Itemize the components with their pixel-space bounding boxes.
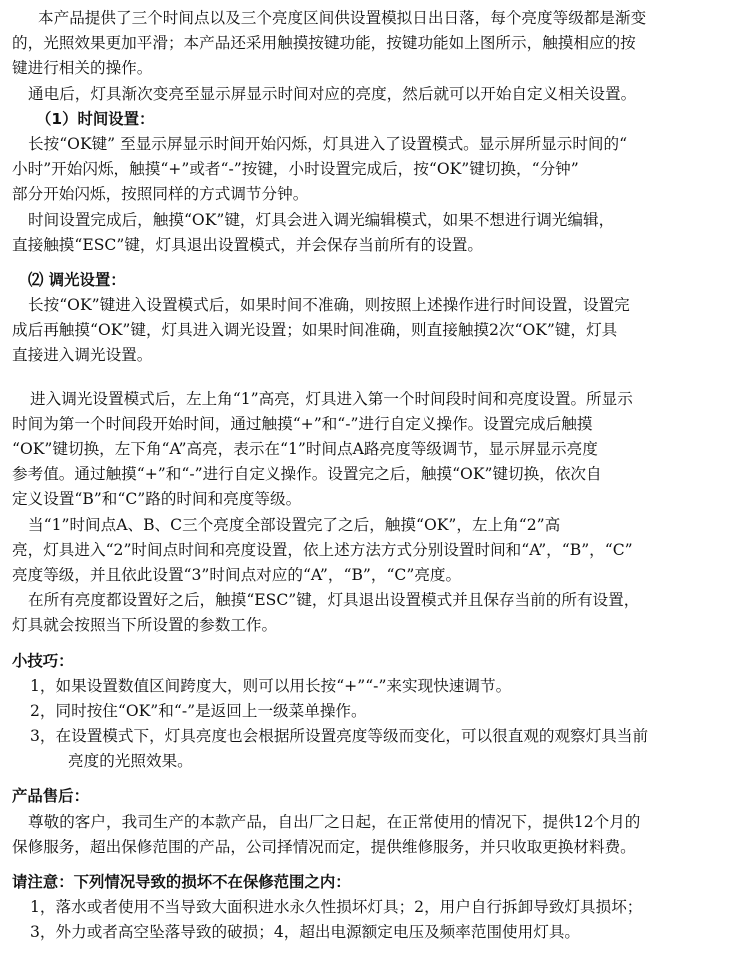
tip-item-2: 2，同时按住“OK”和“-”是返回上一级菜单操作。	[30, 701, 367, 720]
dimming-mode-line-4: 参考值。通过触摸“+”和“-”进行自定义操作。设置完之后，触摸“OK”键切换，依次自	[12, 465, 602, 484]
dimming-line-2: 成后再触摸“OK”键，灯具进入调光设置；如果时间准确，则直接触摸2次“OK”键，灯具	[12, 321, 618, 340]
dimming-line-1: 长按“OK”键进入设置模式后，如果时间不准确，则按照上述操作进行时间设置，设置完	[28, 296, 630, 315]
dimming-point-line-3: 亮度等级，并且依此设置“3”时间点对应的“A”，“B”，“C”亮度。	[12, 565, 462, 584]
notice-heading	[12, 870, 733, 895]
time-setting-line-1: 长按“OK键” 至显示屏显示时间开始闪烁，灯具进入了设置模式。显示屏所显示时间的“	[28, 134, 628, 153]
after-sales-line-2: 保修服务，超出保修范围的产品，公司择情况而定，提供维修服务，并只收取更换材料费。	[12, 837, 636, 856]
notice-line-2: 3，外力或者高空坠落导致的破损；4，超出电源额定电压及频率范围使用灯具。	[30, 923, 581, 942]
dimming-point-line-1: 当“1”时间点A、B、C三个亮度全部设置完了之后，触摸“OK”，左上角“2”高	[28, 515, 561, 534]
intro-line-2: 的，光照效果更加平滑；本产品还采用触摸按键功能，按键功能如上图所示，触摸相应的按	[12, 34, 636, 53]
intro-power-on: 通电后，灯具渐次变亮至显示屏显示时间对应的亮度，然后就可以开始自定义相关设置。	[28, 84, 637, 103]
intro-line-3: 键进行相关的操作。	[12, 59, 153, 78]
dimming-setting-heading: ⑵ 调光设置：	[28, 270, 126, 289]
dimming-mode-line-3: “OK”键切换，左下角“A”高亮，表示在“1”时间点A路亮度等级调节，显示屏显示亮度	[12, 440, 598, 458]
time-setting-heading: （1）时间设置：	[36, 109, 155, 128]
time-setting-line-4: 时间设置完成后，触摸“OK”键，灯具会进入调光编辑模式，如果不想进行调光编辑，	[28, 210, 615, 229]
time-setting-line-5: 直接触摸“ESC”键，灯具退出设置模式，并会保存当前所有的设置。	[12, 235, 483, 254]
dimming-mode-line-1: 进入调光设置模式后，左上角“1”高亮，灯具进入第一个时间段时间和亮度设置。所显示	[30, 389, 633, 408]
dimming-finish-line-1: 在所有亮度都设置好之后，触摸“ESC”键，灯具退出设置模式并且保存当前的所有设置，	[28, 591, 640, 610]
notice-line-1: 1，落水或者使用不当导致大面积进水永久性损坏灯具；2，用户自行拆卸导致灯具损坏；	[30, 898, 643, 917]
dimming-line-3: 直接进入调光设置。	[12, 346, 153, 365]
intro-line-1: 本产品提供了三个时间点以及三个亮度区间供设置模拟日出日落，每个亮度等级都是渐变	[38, 9, 647, 27]
notice-heading-lead: 请注意	[12, 873, 59, 891]
notice-heading-rest: ：下列情况导致的损坏不在保修范围之内：	[58, 873, 351, 891]
tip-item-1: 1，如果设置数值区间跨度大，则可以用长按“+”“-”来实现快速调节。	[30, 676, 512, 695]
dimming-mode-line-2: 时间为第一个时间段开始时间，通过触摸“+”和“-”进行自定义操作。设置完成后触摸	[12, 414, 593, 433]
time-setting-line-2: 小时”开始闪烁，触摸“+”或者“-”按键，小时设置完成后，按“OK”键切换，“分钟”	[12, 160, 579, 179]
after-sales-line-1: 尊敬的客户，我司生产的本款产品，自出厂之日起，在正常使用的情况下，提供12个月的	[28, 812, 641, 831]
dimming-finish-line-2: 灯具就会按照当下所设置的参数工作。	[12, 616, 278, 635]
after-sales-heading: 产品售后：	[12, 787, 89, 806]
dimming-mode-line-5: 定义设置“B”和“C”路的时间和亮度等级。	[12, 490, 302, 509]
time-setting-line-3: 部分开始闪烁，按照同样的方式调节分钟。	[12, 185, 309, 204]
tip-item-3: 3，在设置模式下，灯具亮度也会根据所设置亮度等级而变化，可以很直观的观察灯具当前	[30, 727, 649, 746]
tips-heading: 小技巧：	[12, 651, 74, 670]
dimming-point-line-2: 亮，灯具进入“2”时间点时间和亮度设置，依上述方法方式分别设置时间和“A”，“B”，“C”	[12, 540, 633, 559]
tip-item-3-continued: 亮度的光照效果。	[68, 752, 193, 771]
